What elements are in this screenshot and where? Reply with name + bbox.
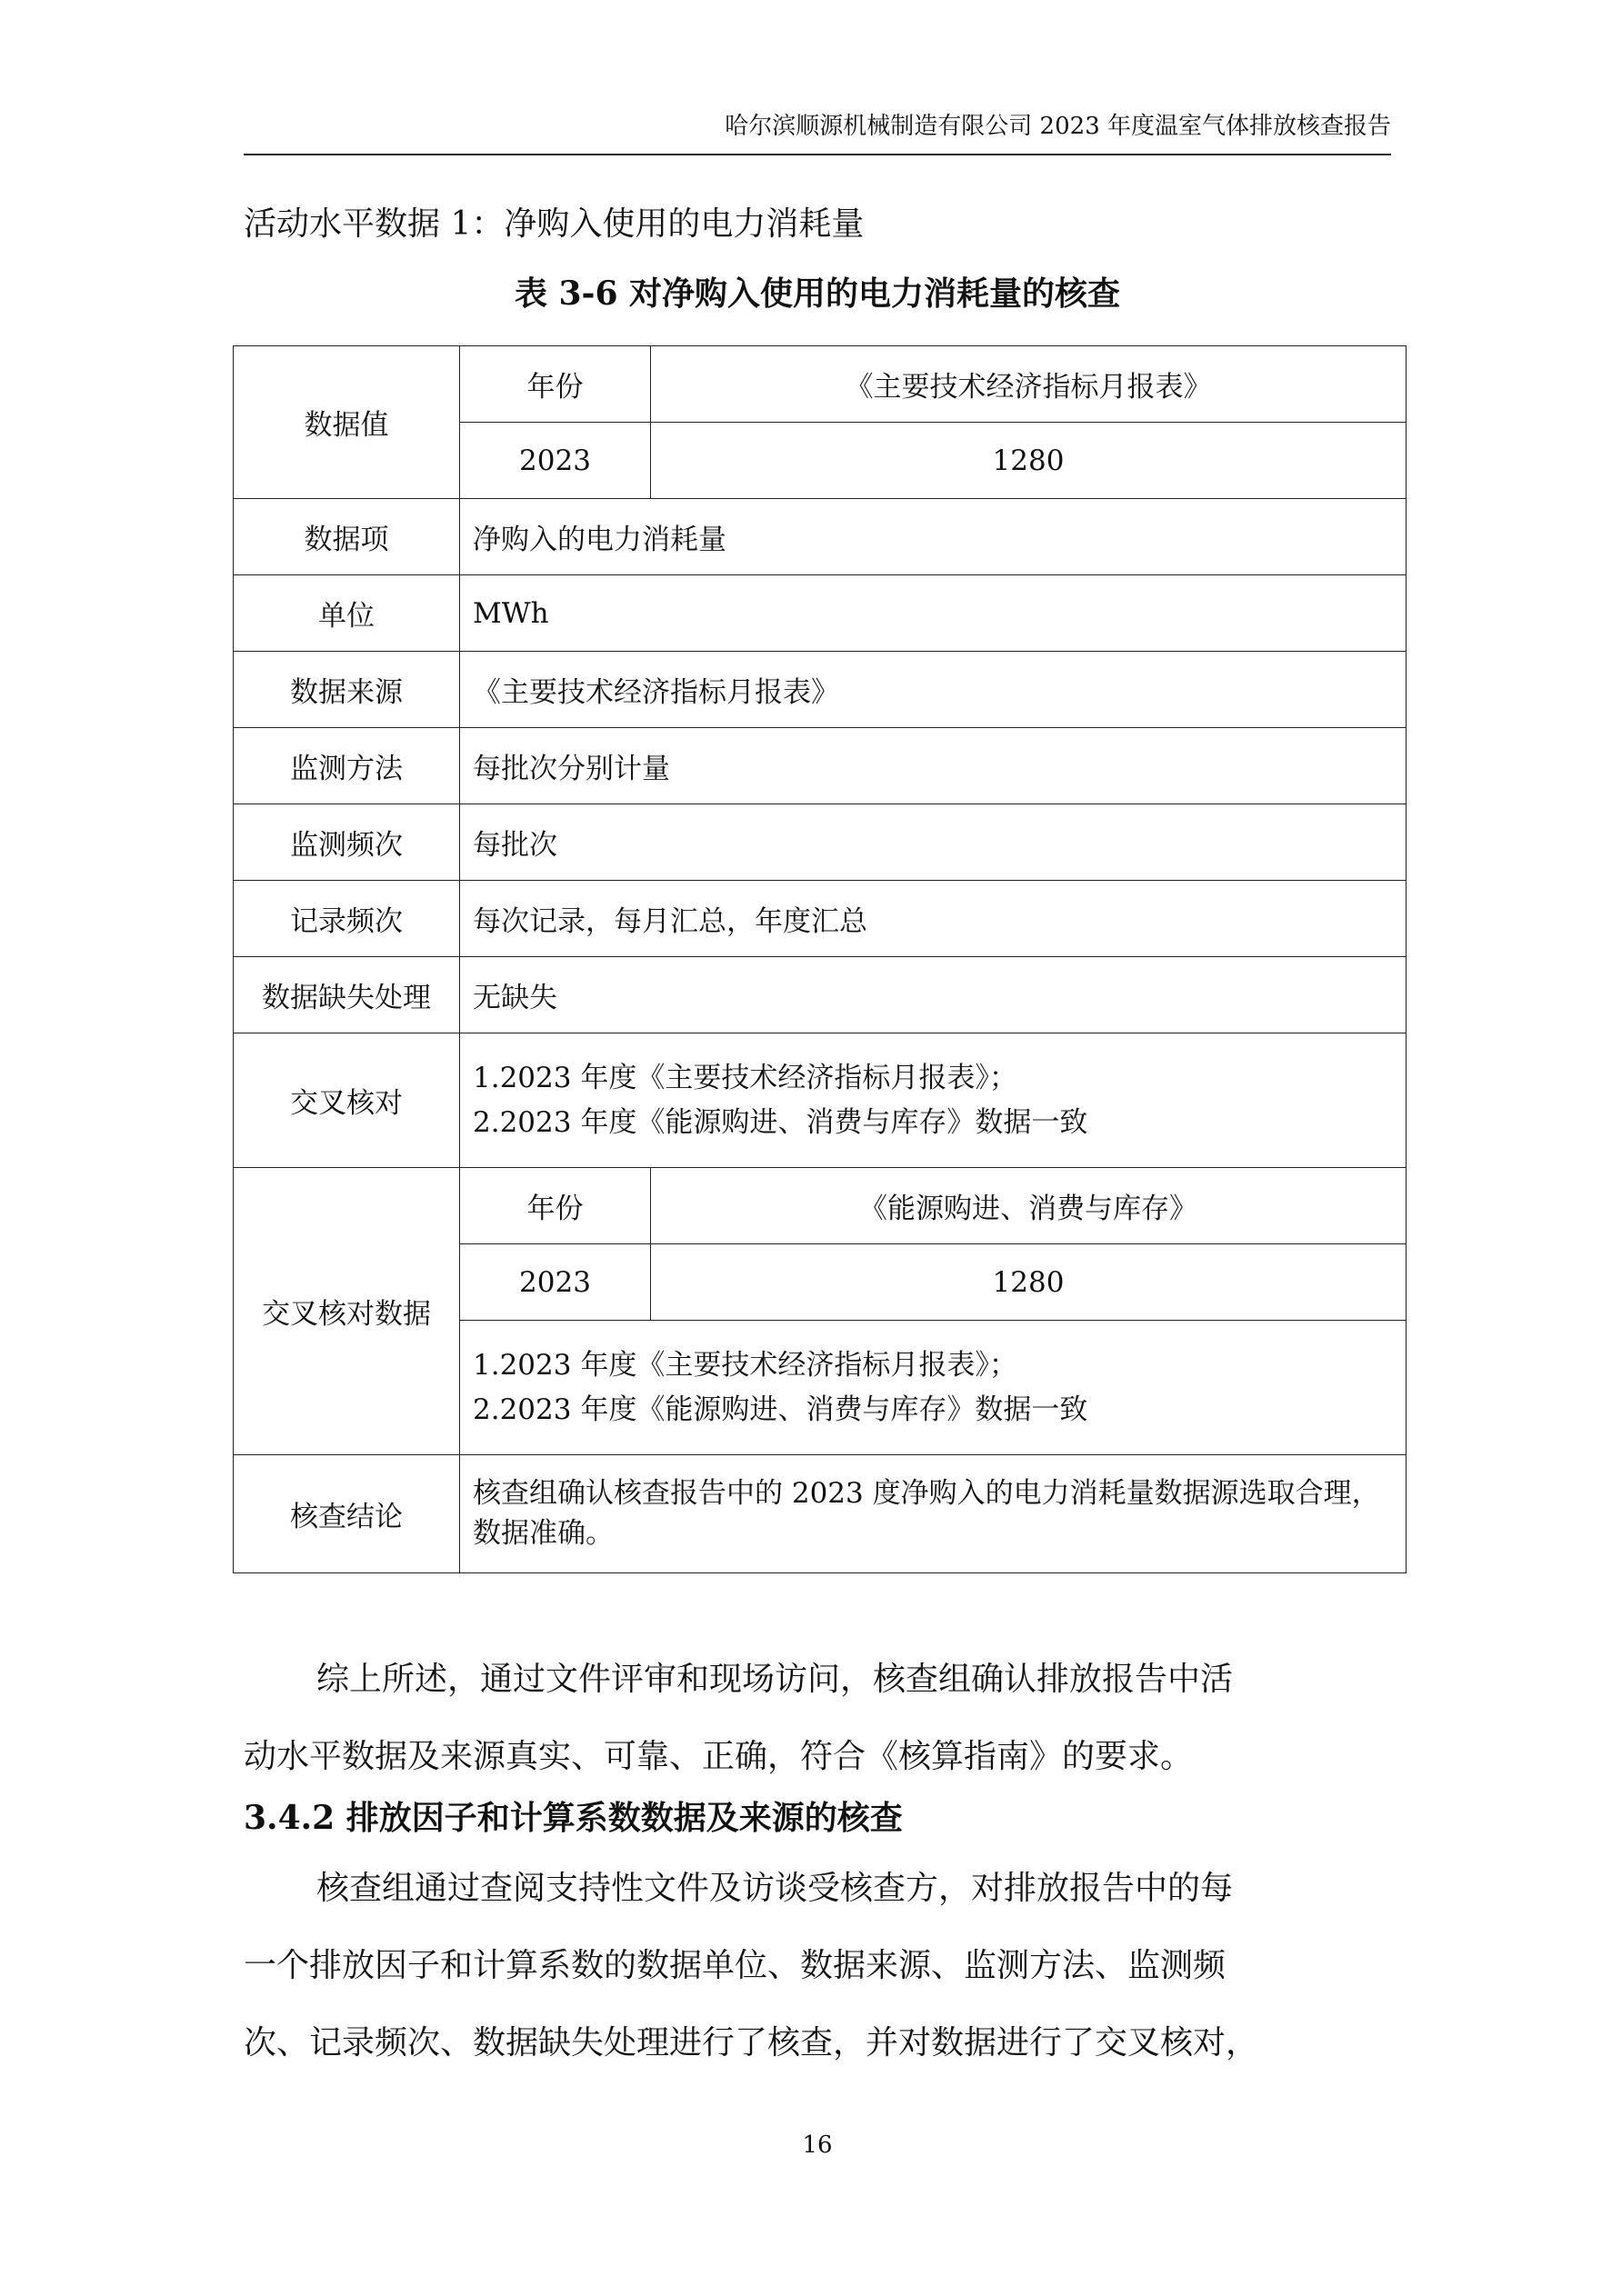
- subsection-heading: 3.4.2 排放因子和计算系数数据及来源的核查: [244, 1799, 903, 1837]
- year-header: 年份: [460, 1168, 651, 1244]
- table-caption: 表 3-6 对净购入使用的电力消耗量的核查: [514, 275, 1121, 313]
- row-value: [460, 1321, 1407, 1455]
- conclusion-text: 核查组确认核查报告中的 2023 度净购入的电力消耗量数据源选取合理，数据准确。: [460, 1455, 1407, 1573]
- row-label: 监测方法: [234, 728, 460, 804]
- cross-check-line-1: 1.2023 年度《主要技术经济指标月报表》；: [473, 1062, 1017, 1095]
- table-row: [234, 881, 1407, 957]
- cross-check-line-2: 2.2023 年度《能源购进、消费与库存》数据一致: [473, 1105, 1088, 1139]
- cross-check-data-line-1: 1.2023 年度《主要技术经济指标月报表》；: [473, 1349, 1017, 1383]
- table-row: [234, 346, 1407, 423]
- row-label: 数据项: [234, 499, 460, 575]
- row-value: MWh: [460, 575, 1407, 652]
- row-value: 净购入的电力消耗量: [460, 499, 1407, 575]
- row-label: 交叉核对: [234, 1033, 460, 1168]
- body-line-3: 次、记录频次、数据缺失处理进行了核查，并对数据进行了交叉核对，: [244, 2024, 1259, 2061]
- year-header: 年份: [460, 346, 651, 423]
- row-value: 每批次: [460, 804, 1407, 881]
- row-label: 数据值: [234, 346, 460, 499]
- row-label: 交叉核对数据: [234, 1168, 460, 1455]
- value-cell: 1280: [651, 1244, 1407, 1321]
- table-row: [234, 1455, 1407, 1573]
- table-row: [234, 1033, 1407, 1168]
- year-cell: 2023: [460, 423, 651, 499]
- summary-paragraph: [244, 1641, 1391, 1795]
- year-cell: 2023: [460, 1244, 651, 1321]
- row-value: 无缺失: [460, 957, 1407, 1033]
- page-number: 16: [802, 2131, 833, 2159]
- body-line-1: 核查组通过查阅支持性文件及访谈受核查方，对排放报告中的每: [316, 1870, 1234, 1907]
- section-heading: 活动水平数据 1：净购入使用的电力消耗量: [244, 205, 865, 243]
- row-value: 每批次分别计量: [460, 728, 1407, 804]
- source-header: 《能源购进、消费与库存》: [651, 1168, 1407, 1244]
- body-paragraph: [244, 1850, 1391, 2081]
- table-row: [234, 499, 1407, 575]
- row-label: 数据来源: [234, 652, 460, 728]
- row-label: 数据缺失处理: [234, 957, 460, 1033]
- summary-line-2: 动水平数据及来源真实、可靠、正确，符合《核算指南》的要求。: [244, 1738, 1194, 1775]
- row-label: 记录频次: [234, 881, 460, 957]
- source-header: 《主要技术经济指标月报表》: [651, 346, 1407, 423]
- table-row: [234, 728, 1407, 804]
- row-value: 每次记录，每月汇总，年度汇总: [460, 881, 1407, 957]
- cross-check-data-line-2: 2.2023 年度《能源购进、消费与库存》数据一致: [473, 1393, 1088, 1426]
- row-value: [460, 1033, 1407, 1168]
- row-label: 监测频次: [234, 804, 460, 881]
- row-label: 单位: [234, 575, 460, 652]
- summary-line-1: 综上所述，通过文件评审和现场访问，核查组确认排放报告中活: [316, 1661, 1234, 1698]
- report-header: 哈尔滨顺源机械制造有限公司 2023 年度温室气体排放核查报告: [244, 107, 1391, 155]
- body-line-2: 一个排放因子和计算系数的数据单位、数据来源、监测方法、监测频: [244, 1947, 1227, 1984]
- value-cell: 1280: [651, 423, 1407, 499]
- table-row: [234, 804, 1407, 881]
- verification-table: [233, 345, 1407, 1573]
- table-row: [234, 575, 1407, 652]
- table-row: [234, 1168, 1407, 1244]
- row-label: 核查结论: [234, 1455, 460, 1573]
- table-row: [234, 957, 1407, 1033]
- table-row: [234, 652, 1407, 728]
- row-value: 《主要技术经济指标月报表》: [460, 652, 1407, 728]
